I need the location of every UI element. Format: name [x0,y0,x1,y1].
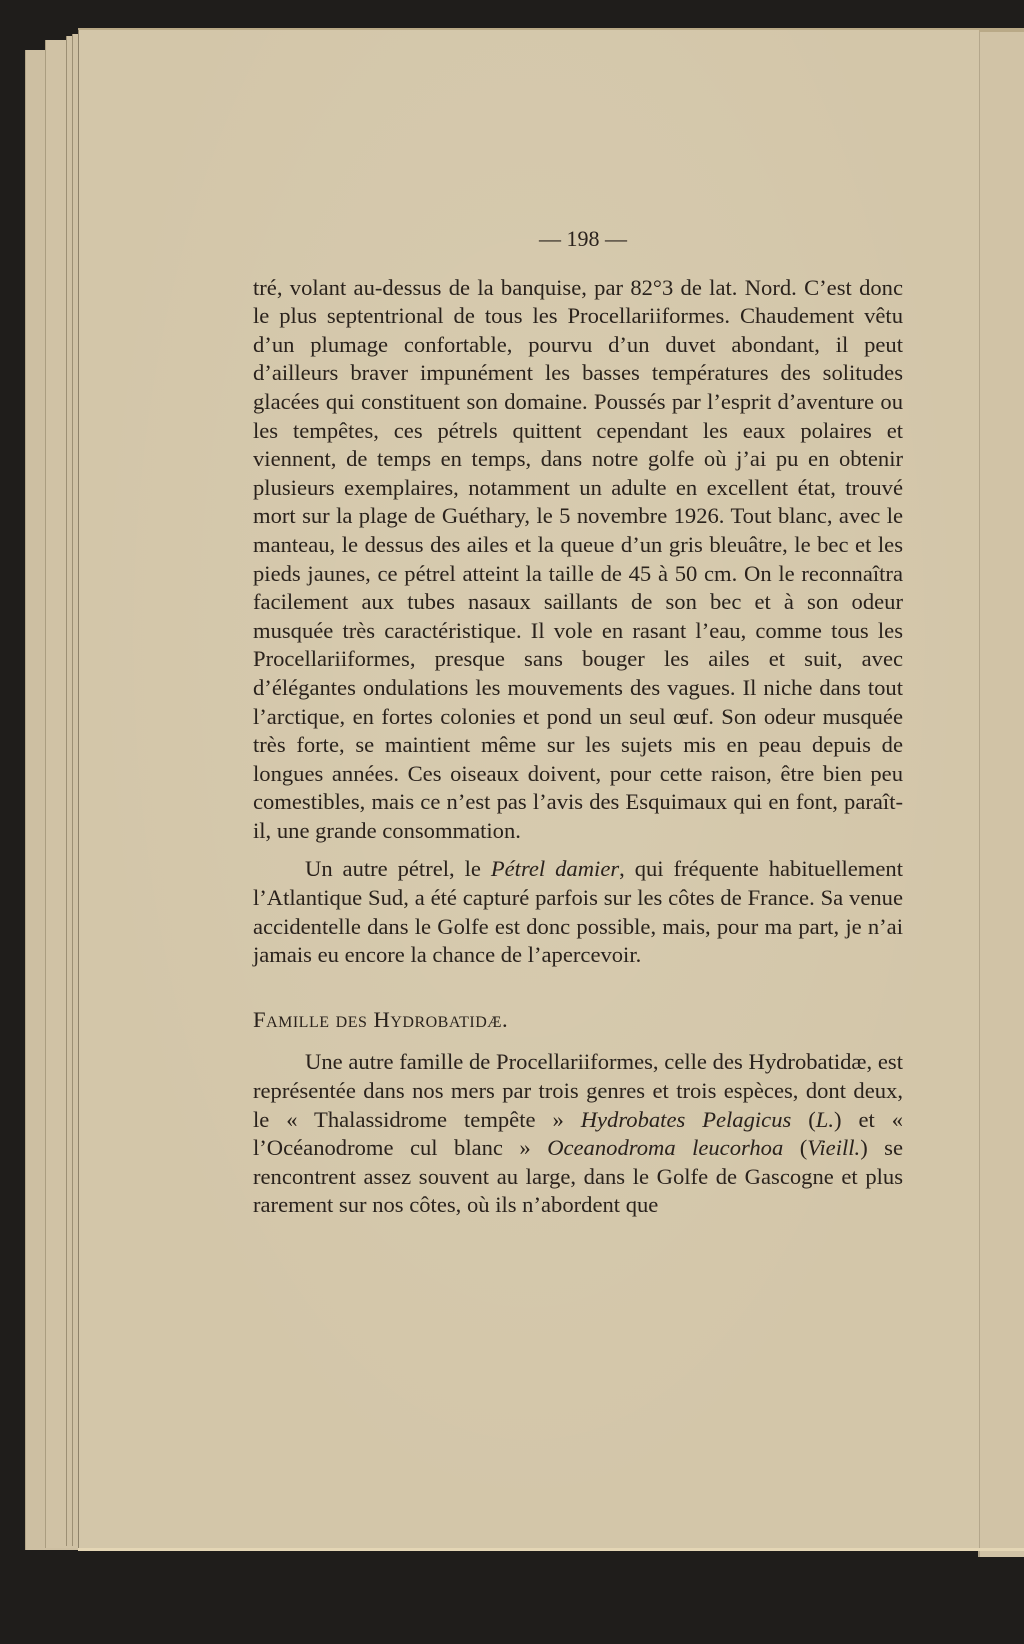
section-heading [253,1006,903,1035]
author-abbrev: L. [815,1106,834,1132]
next-page-edge [978,32,1024,1557]
species-name: Hydrobates Pelagicus [580,1106,792,1132]
text-segment: Une autre famille de Procellariiformes, celle des Hydrobatidæ, est représentée dans nos mers par trois genres et trois espèces, dont deux, le « Thalassidrome tempête » [253,1049,903,1132]
text-segment: ) se rencontrent assez souvent au large, dans le Golfe de Gascogne et plus rarement sur nos côtes, où ils n’abordent que [253,1135,903,1218]
page-bottom-edge [78,1548,1024,1551]
paragraph-hydrobatidae [253,1048,903,1220]
author-abbrev: Vieill. [807,1135,861,1161]
text-segment: , qui fréquente habituellement l’Atlantique Sud, a été capturé parfois sur les côtes de France. Sa venue accidentelle dans le Golfe est donc possible, mais, pour ma part, je n’ai jamais eu encore la chance de l’apercevoir. [253,856,903,968]
text-segment: ) et « l’Océanodrome cul blanc » [253,1106,903,1161]
text-segment: ( [791,1106,816,1132]
paragraph-petrel-damier [253,855,903,969]
page-text [253,225,903,1220]
page-number: — 198 — [539,226,627,251]
species-name: Oceanodroma leucorhoa [547,1135,784,1161]
heading-prefix: Famille des [253,1006,374,1032]
paragraph-continuation [253,274,903,846]
heading-family-name: Hydrobatidæ [373,1006,503,1032]
text-segment: tré, volant au-dessus de la banquise, par 82°3 de lat. Nord. C’est donc le plus septentrional de tous les Procellariiformes. Chaudement vêtu d’un plumage confortable, pourvu d’un duvet abondant, il peut d’ailleurs braver impunément les basses températures des solitudes glacées qui constituent son domaine. Poussés par l’esprit d’aventure ou les tempêtes, ces pétrels quittent cependant les eaux polaires et viennent, de temps en temps, dans notre golfe où j’ai pu en obtenir plusieurs exemplaires, notamment un adulte en excellent état, trouvé mort sur la plage de Guéthary, le 5 novembre 1926. Tout blanc, avec le manteau, le dessus des ailes et la queue d’un gris bleuâtre, le bec et les pieds jaunes, ce pétrel atteint la taille de 45 à 50 cm. On le reconnaîtra facilement aux tubes nasaux saillants de son bec et à son odeur musquée très caractéristique. Il vole en rasant l’eau, comme tous les Procellariiformes, presque sans bouger les ailes et suit, avec d’élégantes ondulations les mouvements des vagues. Il niche dans tout l’arctique, en fortes colonies et pond un seul œuf. Son odeur musquée très forte, se maintient même sur les sujets mis en peau depuis de longues années. Ces oiseaux doivent, pour cette raison, être bien peu comestibles, mais ce n’est pas l’avis des Esquimaux qui en font, paraît-il, une grande consommation. [253,274,903,843]
text-segment: ( [783,1135,808,1161]
species-name: Pétrel damier [490,856,620,882]
text-segment: Un autre pétrel, le [305,856,491,882]
heading-suffix: . [502,1006,509,1032]
